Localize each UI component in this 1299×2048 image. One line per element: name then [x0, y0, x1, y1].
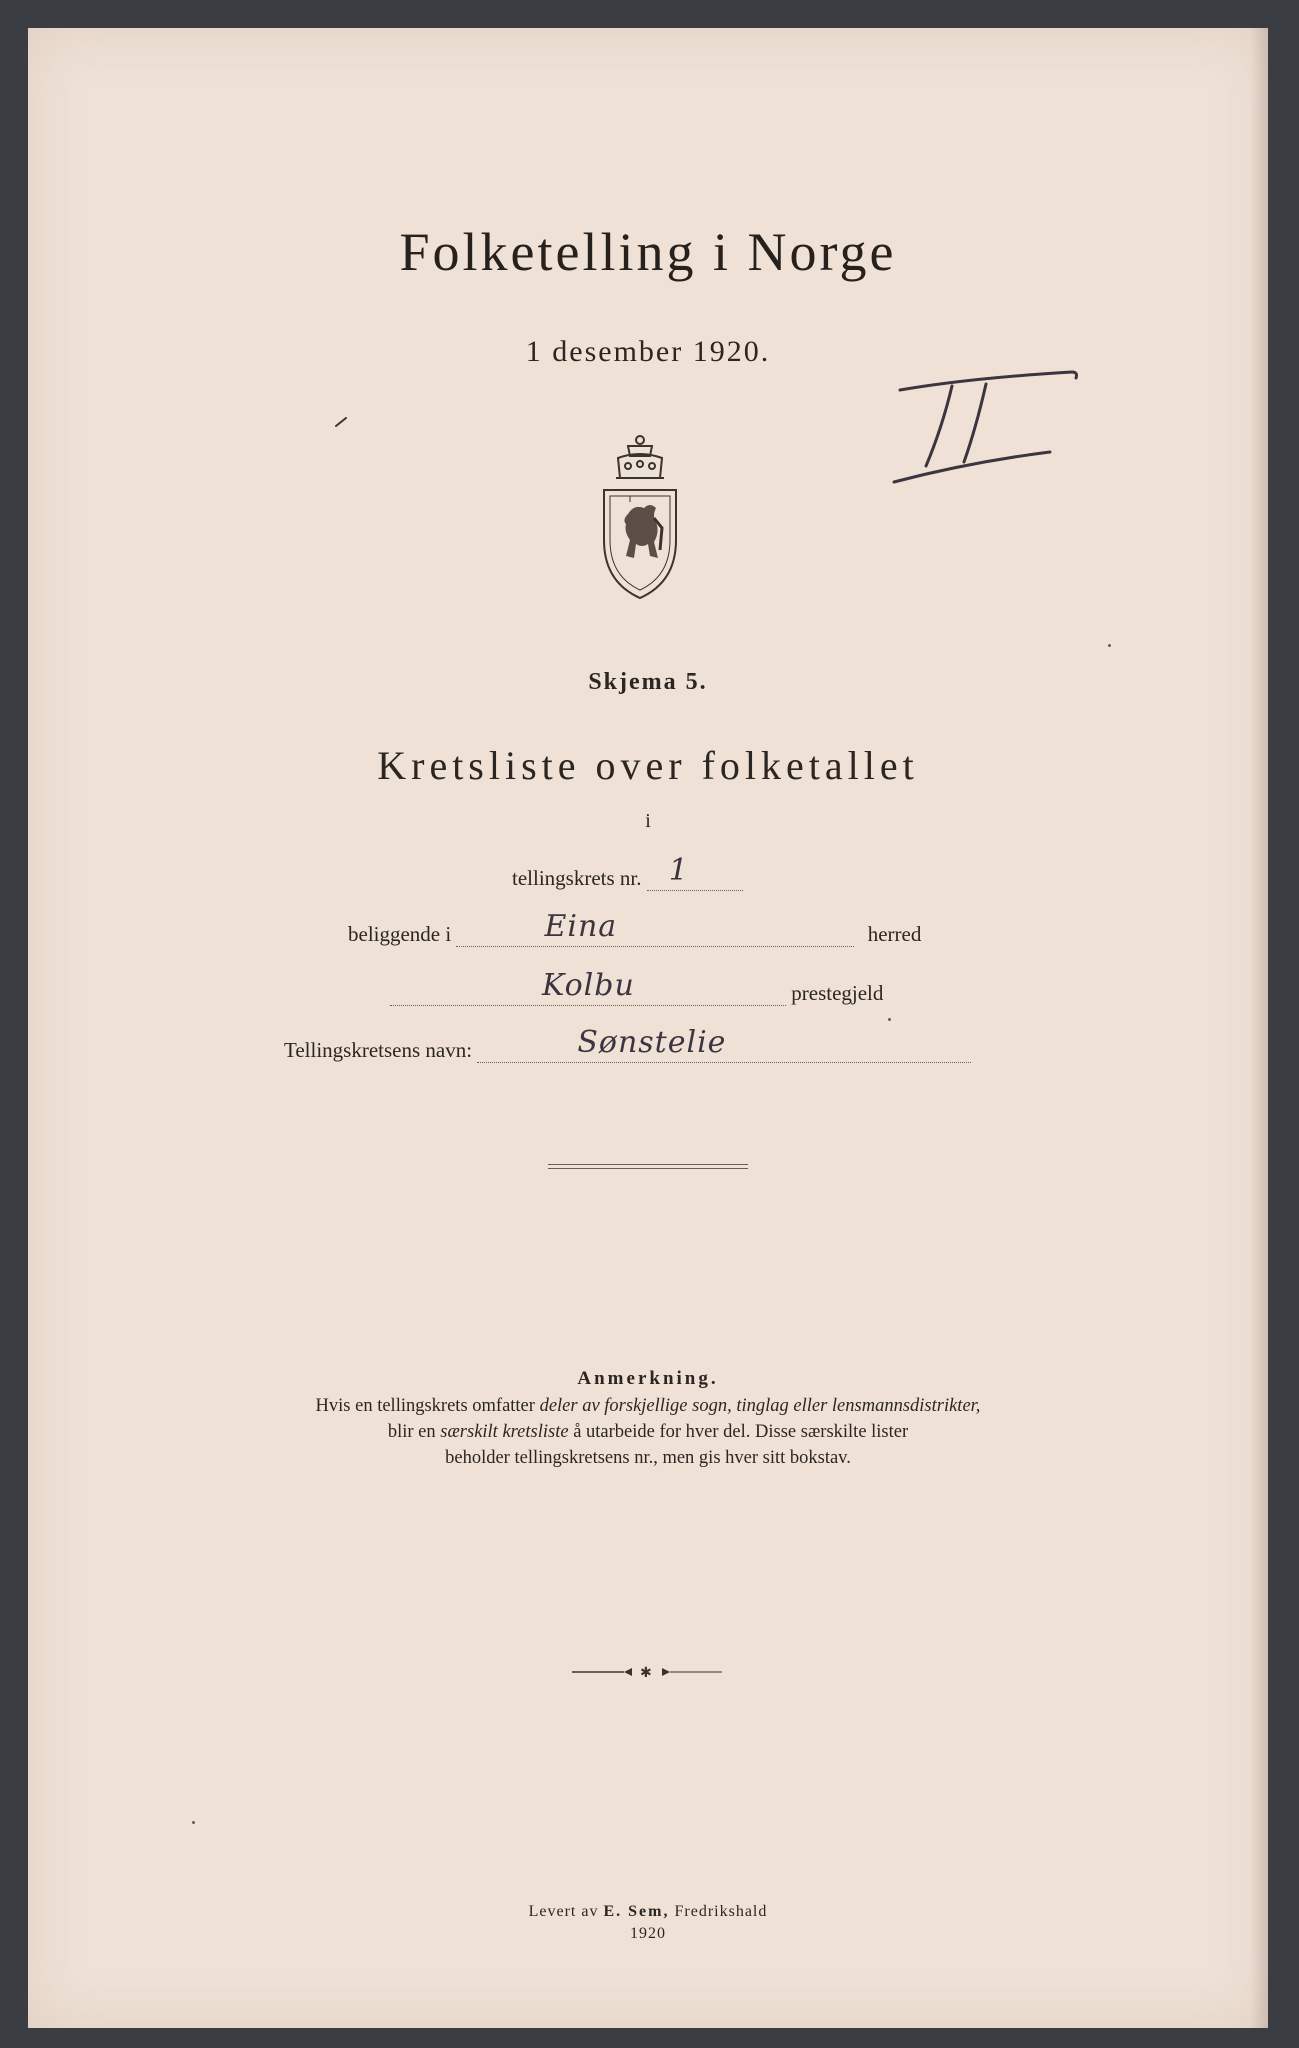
printer-place: Fredrikshald	[669, 1903, 768, 1920]
note-line-1-text: Hvis en tellingskrets omfatter	[315, 1396, 540, 1416]
list-heading: Kretsliste over folketallet	[377, 743, 919, 788]
document-date: 1 desember 1920.	[525, 335, 771, 368]
section-divider	[548, 1164, 748, 1169]
norwegian-coat-of-arms-icon	[590, 432, 690, 600]
note-line-2	[28, 1419, 1268, 1445]
tellingskrets-label: tellingskrets nr.	[512, 866, 642, 890]
note-line-2-italic: særskilt kretsliste	[440, 1422, 569, 1442]
note-line-2-text-a: blir en	[387, 1422, 441, 1442]
herred-label: herred	[867, 922, 922, 946]
document-title: Folketelling i Norge	[399, 222, 897, 282]
page-edge-shadow	[1250, 28, 1268, 2028]
note-line-1-italic: deler av forskjellige sogn, tinglag eller lensmannsdistrikter,	[539, 1396, 981, 1416]
beliggende-label: beliggende i	[348, 922, 452, 946]
navn-label: Tellingskretsens navn:	[284, 1038, 473, 1062]
beliggende-field[interactable]	[456, 909, 854, 947]
handwritten-roman-numeral	[890, 358, 1090, 488]
prestegjeld-label: prestegjeld	[791, 981, 884, 1005]
note-line-3: beholder tellingskretsens nr., men gis hver sitt bokstav.	[445, 1448, 851, 1468]
tellingskrets-row	[512, 853, 743, 891]
roman-numeral-text: II	[890, 358, 891, 359]
note-heading: Anmerkning.	[577, 1368, 719, 1389]
navn-row	[284, 1025, 971, 1063]
navn-value: Sønstelie	[577, 1025, 727, 1060]
printer-name: E. Sem,	[603, 1903, 670, 1920]
schema-label: Skjema 5.	[588, 669, 708, 695]
note-line-2-text-c: å utarbeide for hver del. Disse særskilte lister	[568, 1422, 909, 1442]
note-body	[28, 1393, 1268, 1471]
ink-speck	[1108, 644, 1111, 647]
census-form-page	[28, 28, 1268, 2028]
navn-field[interactable]	[477, 1025, 971, 1063]
tellingskrets-field[interactable]	[647, 853, 743, 891]
beliggende-row	[348, 909, 922, 947]
ornament-divider-icon	[572, 1664, 722, 1680]
printer-line	[28, 1901, 1268, 1923]
svg-text:✱: ✱	[640, 1665, 652, 1680]
printer-prefix: Levert av	[528, 1903, 604, 1920]
pencil-tick-mark	[332, 410, 372, 430]
ink-speck	[192, 1821, 195, 1824]
beliggende-value: Eina	[544, 909, 618, 944]
connector-word: i	[645, 810, 651, 832]
prestegjeld-value: Kolbu	[542, 968, 635, 1003]
prestegjeld-field[interactable]	[390, 968, 786, 1006]
prestegjeld-row	[390, 968, 884, 1006]
note-line-1	[28, 1393, 1268, 1419]
printer-credit	[28, 1901, 1268, 1945]
tellingskrets-value: 1	[668, 853, 689, 888]
ink-speck	[888, 1018, 891, 1021]
printer-year: 1920	[630, 1925, 666, 1942]
